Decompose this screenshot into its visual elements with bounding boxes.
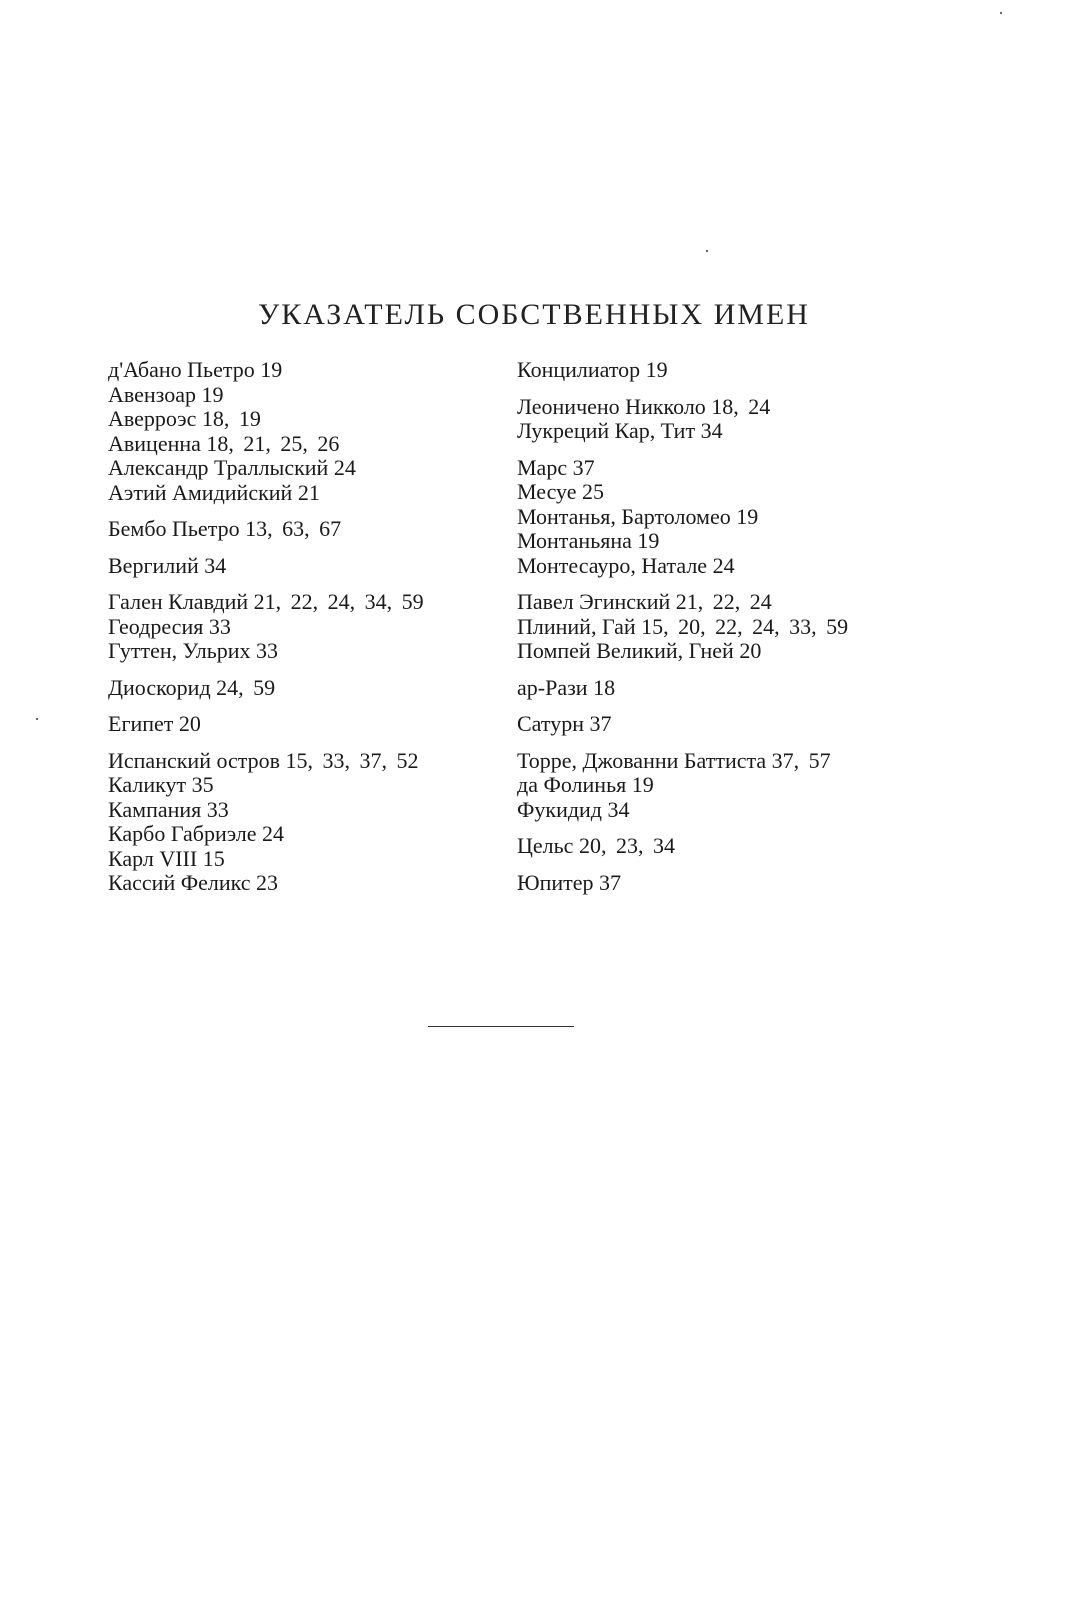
- index-entry: Карл VIII 15: [108, 845, 225, 871]
- index-entry: Кассий Феликс 23: [108, 870, 279, 895]
- index-entry: Плиний, Гай 15, 20, 22, 24, 33, 59: [517, 613, 849, 639]
- index-entry: Концилиатор 19: [517, 357, 668, 382]
- index-column-left: [108, 358, 498, 896]
- print-speck: [1000, 12, 1002, 14]
- index-entry: Юпитер 37: [517, 869, 622, 895]
- index-entry: Каликут 35: [108, 772, 214, 797]
- index-column-right: [517, 358, 917, 895]
- index-entry: Авиценна 18, 21, 25, 26: [108, 430, 340, 456]
- index-entry: Гален Клавдий 21, 22, 24, 34, 59: [108, 589, 424, 614]
- index-entry: Испанский остров 15, 33, 37, 52: [108, 747, 419, 773]
- end-rule: [428, 1026, 574, 1027]
- index-entry: Торре, Джованни Баттиста 37, 57: [517, 747, 831, 773]
- index-entry: Карбо Габриэле 24: [108, 821, 285, 846]
- index-entry: Египет 20: [108, 711, 201, 736]
- print-speck: [36, 718, 38, 720]
- index-entry: Аэтий Амидийский 21: [108, 479, 320, 505]
- index-entry: Монтесауро, Натале 24: [517, 552, 735, 578]
- index-entry: Диоскорид 24, 59: [108, 674, 276, 700]
- index-entry: Цельс 20, 23, 34: [517, 833, 675, 858]
- index-entry: ар-Рази 18: [517, 674, 616, 700]
- index-entry: Леоничено Никколо 18, 24: [517, 393, 771, 419]
- index-entry: Марс 37: [517, 454, 595, 480]
- index-entry: Монтаньяна 19: [517, 528, 660, 553]
- index-entry: да Фолинья 19: [517, 772, 654, 797]
- page-title: УКАЗАТЕЛЬ СОБСТВЕННЫХ ИМЕН: [258, 298, 810, 331]
- index-entry: Вергилий 34: [108, 552, 227, 578]
- index-entry: Месуе 25: [517, 479, 605, 504]
- index-entry: Лукреций Кар, Тит 34: [517, 418, 723, 443]
- index-entry: Гуттен, Ульрих 33: [108, 638, 279, 663]
- index-entry: Фукидид 34: [517, 796, 630, 822]
- index-entry: Кампания 33: [108, 796, 229, 822]
- index-entry: Геодресия 33: [108, 613, 231, 639]
- index-entry: Авензоар 19: [108, 381, 224, 407]
- index-entry: Аверроэс 18, 19: [108, 406, 261, 431]
- index-entry: Павел Эгинский 21, 22, 24: [517, 589, 772, 614]
- index-entry: д'Абано Пьетро 19: [108, 357, 283, 382]
- index-entry: Помпей Великий, Гней 20: [517, 638, 762, 663]
- index-entry: Бембо Пьетро 13, 63, 67: [108, 516, 342, 541]
- index-entry: Сатурн 37: [517, 711, 612, 736]
- index-entry: Монтанья, Бартоломео 19: [517, 503, 759, 529]
- index-entry: Александр Траллыский 24: [108, 455, 356, 480]
- print-speck: [706, 250, 708, 252]
